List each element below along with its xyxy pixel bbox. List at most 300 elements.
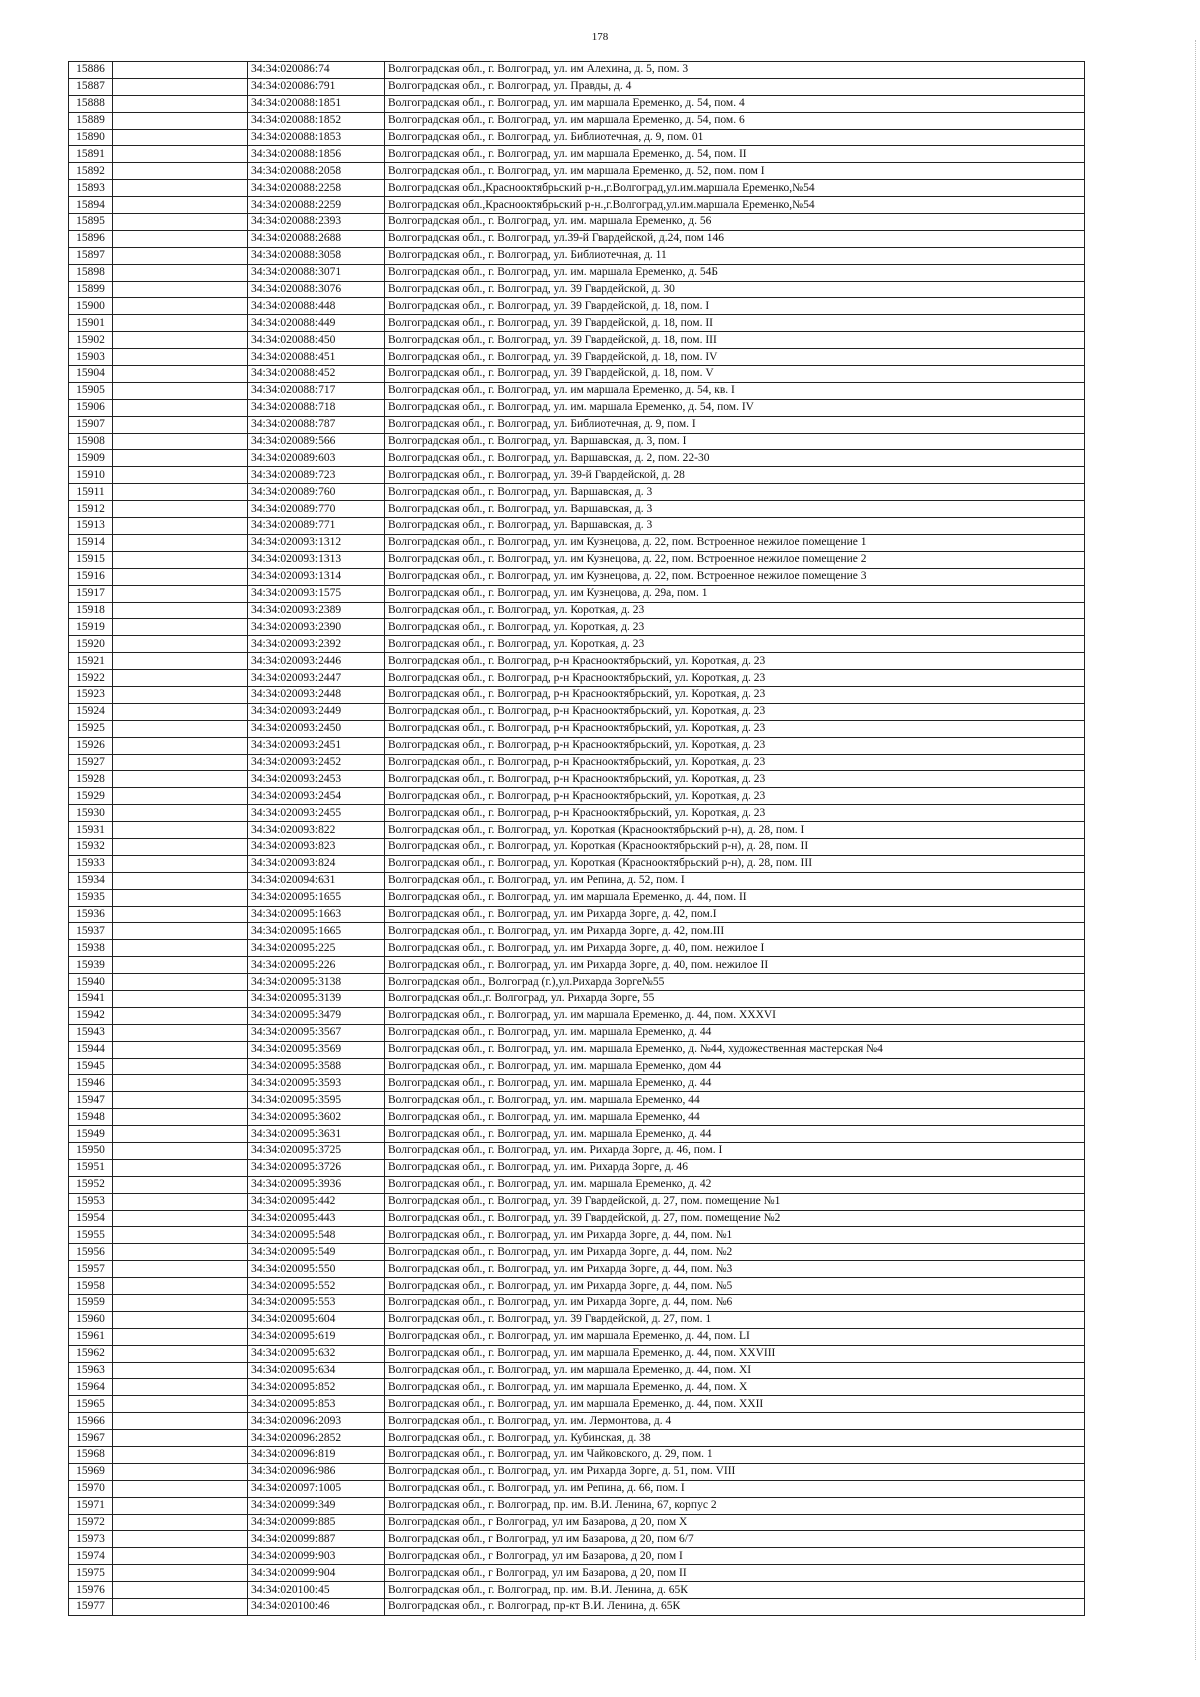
table-row (69, 788, 1085, 805)
table-row (69, 1159, 1085, 1176)
address: Волгоградская обл., г. Волгоград, ул. Короткая (Краснооктябрьский р-н), д. 28, пом. II (385, 838, 1085, 855)
address: Волгоградская обл., г. Волгоград, ул. Короткая (Краснооктябрьский р-н), д. 28, пом. I (385, 822, 1085, 839)
empty-cell (113, 1261, 248, 1278)
address: Волгоградская обл., г. Волгоград, р-н Краснооктябрьский, ул. Короткая, д. 23 (385, 788, 1085, 805)
row-number: 15902 (69, 332, 113, 349)
table-row (69, 1244, 1085, 1261)
table-row (69, 889, 1085, 906)
address: Волгоградская обл., г. Волгоград, ул. им Рихарда Зорге, д. 44, пом. №1 (385, 1227, 1085, 1244)
row-number: 15918 (69, 602, 113, 619)
empty-cell (113, 1143, 248, 1160)
row-number: 15899 (69, 281, 113, 298)
row-number: 15930 (69, 805, 113, 822)
table-row (69, 1413, 1085, 1430)
cadastral-number: 34:34:020088:451 (248, 349, 385, 366)
table-row (69, 399, 1085, 416)
table-row (69, 230, 1085, 247)
address: Волгоградская обл., г. Волгоград, ул. им Рихарда Зорге, д. 44, пом. №5 (385, 1278, 1085, 1295)
row-number: 15923 (69, 686, 113, 703)
empty-cell (113, 518, 248, 535)
table-row (69, 1582, 1085, 1599)
row-number: 15917 (69, 585, 113, 602)
cadastral-number: 34:34:020095:634 (248, 1362, 385, 1379)
table-row (69, 315, 1085, 332)
address: Волгоградская обл., г. Волгоград, ул. им. маршала Еременко, дом 44 (385, 1058, 1085, 1075)
address: Волгоградская обл., г. Волгоград, ул.39-й Гвардейской, д.24, пом 146 (385, 230, 1085, 247)
table-row (69, 1193, 1085, 1210)
empty-cell (113, 872, 248, 889)
empty-cell (113, 990, 248, 1007)
row-number: 15950 (69, 1143, 113, 1160)
table-row (69, 737, 1085, 754)
empty-cell (113, 163, 248, 180)
row-number: 15960 (69, 1311, 113, 1328)
table-row (69, 1075, 1085, 1092)
table-row (69, 1548, 1085, 1565)
cadastral-number: 34:34:020089:771 (248, 518, 385, 535)
address: Волгоградская обл., г. Волгоград, ул. им. маршала Еременко, д. 44 (385, 1126, 1085, 1143)
row-number: 15948 (69, 1109, 113, 1126)
address: Волгоградская обл., г. Волгоград, ул. им. маршала Еременко, д. 42 (385, 1176, 1085, 1193)
empty-cell (113, 197, 248, 214)
empty-cell (113, 1092, 248, 1109)
address: Волгоградская обл., г. Волгоград, ул. им. маршала Еременко, 44 (385, 1109, 1085, 1126)
address: Волгоградская обл., г. Волгоград, ул. Короткая, д. 23 (385, 636, 1085, 653)
table-row (69, 771, 1085, 788)
address: Волгоградская обл., г. Волгоград, ул. 39 Гвардейской, д. 27, пом. помещение №2 (385, 1210, 1085, 1227)
address: Волгоградская обл., г. Волгоград, пр. им. В.И. Ленина, 67, корпус 2 (385, 1497, 1085, 1514)
row-number: 15916 (69, 568, 113, 585)
row-number: 15966 (69, 1413, 113, 1430)
cadastral-number: 34:34:020095:550 (248, 1261, 385, 1278)
table-row (69, 366, 1085, 383)
cadastral-number: 34:34:020093:2447 (248, 670, 385, 687)
registry-table (68, 61, 1085, 1616)
table-row (69, 112, 1085, 129)
cadastral-number: 34:34:020095:852 (248, 1379, 385, 1396)
row-number: 15935 (69, 889, 113, 906)
table-row (69, 1007, 1085, 1024)
empty-cell (113, 1531, 248, 1548)
cadastral-number: 34:34:020088:2688 (248, 230, 385, 247)
empty-cell (113, 62, 248, 79)
cadastral-number: 34:34:020088:1852 (248, 112, 385, 129)
row-number: 15941 (69, 990, 113, 1007)
row-number: 15897 (69, 247, 113, 264)
empty-cell (113, 433, 248, 450)
cadastral-number: 34:34:020095:3138 (248, 974, 385, 991)
row-number: 15900 (69, 298, 113, 315)
row-number: 15964 (69, 1379, 113, 1396)
table-row (69, 1565, 1085, 1582)
address: Волгоградская обл., Волгоград (г.),ул.Рихарда Зорге№55 (385, 974, 1085, 991)
table-row (69, 1176, 1085, 1193)
address: Волгоградская обл.,Краснооктябрьский р-н.,г.Волгоград,ул.им.маршала Еременко,№54 (385, 197, 1085, 214)
cadastral-number: 34:34:020093:1314 (248, 568, 385, 585)
address: Волгоградская обл., г. Волгоград, ул. Короткая, д. 23 (385, 602, 1085, 619)
row-number: 15895 (69, 214, 113, 231)
empty-cell (113, 146, 248, 163)
cadastral-number: 34:34:020095:3725 (248, 1143, 385, 1160)
table-row (69, 568, 1085, 585)
address: Волгоградская обл., г Волгоград, ул им Базарова, д 20, пом II (385, 1565, 1085, 1582)
table-row (69, 974, 1085, 991)
table-row (69, 349, 1085, 366)
cadastral-number: 34:34:020099:885 (248, 1514, 385, 1531)
row-number: 15940 (69, 974, 113, 991)
table-row (69, 619, 1085, 636)
table-row (69, 855, 1085, 872)
row-number: 15894 (69, 197, 113, 214)
table-row (69, 146, 1085, 163)
table-row (69, 838, 1085, 855)
cadastral-number: 34:34:020089:770 (248, 501, 385, 518)
empty-cell (113, 349, 248, 366)
row-number: 15911 (69, 484, 113, 501)
table-row (69, 95, 1085, 112)
address: Волгоградская обл., г Волгоград, ул им Базарова, д 20, пом X (385, 1514, 1085, 1531)
table-row (69, 1295, 1085, 1312)
row-number: 15893 (69, 180, 113, 197)
empty-cell (113, 1379, 248, 1396)
row-number: 15919 (69, 619, 113, 636)
row-number: 15887 (69, 78, 113, 95)
address: Волгоградская обл., г. Волгоград, ул. им маршала Еременко, д. 44, пом. XXII (385, 1396, 1085, 1413)
table-row (69, 197, 1085, 214)
cadastral-number: 34:34:020088:1853 (248, 129, 385, 146)
empty-cell (113, 281, 248, 298)
cadastral-number: 34:34:020088:2259 (248, 197, 385, 214)
empty-cell (113, 467, 248, 484)
address: Волгоградская обл., г. Волгоград, р-н Краснооктябрьский, ул. Короткая, д. 23 (385, 703, 1085, 720)
cadastral-number: 34:34:020089:603 (248, 450, 385, 467)
row-number: 15951 (69, 1159, 113, 1176)
row-number: 15924 (69, 703, 113, 720)
cadastral-number: 34:34:020093:822 (248, 822, 385, 839)
cadastral-number: 34:34:020095:3479 (248, 1007, 385, 1024)
table-row (69, 1278, 1085, 1295)
address: Волгоградская обл., г. Волгоград, ул. им. маршала Еременко, д. 54Б (385, 264, 1085, 281)
row-number: 15903 (69, 349, 113, 366)
address: Волгоградская обл., г. Волгоград, ул. им. маршала Еременко, д. 44 (385, 1075, 1085, 1092)
cadastral-number: 34:34:020095:552 (248, 1278, 385, 1295)
row-number: 15954 (69, 1210, 113, 1227)
cadastral-number: 34:34:020095:604 (248, 1311, 385, 1328)
address: Волгоградская обл., г. Волгоград, ул. им маршала Еременко, д. 54, пом. II (385, 146, 1085, 163)
cadastral-number: 34:34:020100:45 (248, 1582, 385, 1599)
cadastral-number: 34:34:020095:3139 (248, 990, 385, 1007)
cadastral-number: 34:34:020089:566 (248, 433, 385, 450)
address: Волгоградская обл., г. Волгоград, р-н Краснооктябрьский, ул. Короткая, д. 23 (385, 670, 1085, 687)
row-number: 15910 (69, 467, 113, 484)
row-number: 15937 (69, 923, 113, 940)
row-number: 15947 (69, 1092, 113, 1109)
row-number: 15968 (69, 1447, 113, 1464)
row-number: 15931 (69, 822, 113, 839)
row-number: 15888 (69, 95, 113, 112)
table-row (69, 534, 1085, 551)
table-row (69, 1058, 1085, 1075)
table-row (69, 1041, 1085, 1058)
cadastral-number: 34:34:020088:3058 (248, 247, 385, 264)
table-row (69, 602, 1085, 619)
table-row (69, 636, 1085, 653)
address: Волгоградская обл., г. Волгоград, ул. Библиотечная, д. 9, пом. 01 (385, 129, 1085, 146)
cadastral-number: 34:34:020095:3588 (248, 1058, 385, 1075)
row-number: 15909 (69, 450, 113, 467)
row-number: 15920 (69, 636, 113, 653)
cadastral-number: 34:34:020088:2258 (248, 180, 385, 197)
empty-cell (113, 1599, 248, 1616)
row-number: 15915 (69, 551, 113, 568)
row-number: 15890 (69, 129, 113, 146)
row-number: 15936 (69, 906, 113, 923)
table-row (69, 906, 1085, 923)
empty-cell (113, 686, 248, 703)
row-number: 15898 (69, 264, 113, 281)
cadastral-number: 34:34:020095:553 (248, 1295, 385, 1312)
table-row (69, 1531, 1085, 1548)
cadastral-number: 34:34:020093:2452 (248, 754, 385, 771)
row-number: 15949 (69, 1126, 113, 1143)
empty-cell (113, 585, 248, 602)
table-row (69, 720, 1085, 737)
row-number: 15962 (69, 1345, 113, 1362)
address: Волгоградская обл., г. Волгоград, р-н Краснооктябрьский, ул. Короткая, д. 23 (385, 805, 1085, 822)
empty-cell (113, 366, 248, 383)
address: Волгоградская обл., г. Волгоград, ул. им. Рихарда Зорге, д. 46 (385, 1159, 1085, 1176)
table-row (69, 1126, 1085, 1143)
empty-cell (113, 619, 248, 636)
address: Волгоградская обл., г. Волгоград, ул. 39 Гвардейской, д. 18, пом. I (385, 298, 1085, 315)
row-number: 15977 (69, 1599, 113, 1616)
table-row (69, 990, 1085, 1007)
table-row (69, 670, 1085, 687)
address: Волгоградская обл., г. Волгоград, ул. Варшавская, д. 2, пом. 22-30 (385, 450, 1085, 467)
address: Волгоградская обл., г. Волгоград, ул. Правды, д. 4 (385, 78, 1085, 95)
cadastral-number: 34:34:020093:2450 (248, 720, 385, 737)
address: Волгоградская обл., г. Волгоград, ул. им Алехина, д. 5, пом. 3 (385, 62, 1085, 79)
address: Волгоградская обл., г. Волгоград, ул. им маршала Еременко, д. 54, пом. 4 (385, 95, 1085, 112)
address: Волгоградская обл., г. Волгоград, ул. им. маршала Еременко, д. 54, пом. IV (385, 399, 1085, 416)
table-row (69, 1497, 1085, 1514)
address: Волгоградская обл., г. Волгоград, р-н Краснооктябрьский, ул. Короткая, д. 23 (385, 737, 1085, 754)
address: Волгоградская обл., г. Волгоград, ул. им. Рихарда Зорге, д. 46, пом. I (385, 1143, 1085, 1160)
address: Волгоградская обл.,г. Волгоград, ул. Рихарда Зорге, 55 (385, 990, 1085, 1007)
empty-cell (113, 95, 248, 112)
empty-cell (113, 1024, 248, 1041)
table-row (69, 1143, 1085, 1160)
table-row (69, 940, 1085, 957)
address: Волгоградская обл., г. Волгоград, ул. им Рихарда Зорге, д. 42, пом.III (385, 923, 1085, 940)
cadastral-number: 34:34:020088:3076 (248, 281, 385, 298)
table-row (69, 1109, 1085, 1126)
table-row (69, 298, 1085, 315)
row-number: 15961 (69, 1328, 113, 1345)
row-number: 15912 (69, 501, 113, 518)
address: Волгоградская обл., г. Волгоград, р-н Краснооктябрьский, ул. Короткая, д. 23 (385, 720, 1085, 737)
address: Волгоградская обл., г. Волгоград, ул. им Рихарда Зорге, д. 44, пом. №3 (385, 1261, 1085, 1278)
cadastral-number: 34:34:020099:887 (248, 1531, 385, 1548)
address: Волгоградская обл., г. Волгоград, пр. им. В.И. Ленина, д. 65К (385, 1582, 1085, 1599)
address: Волгоградская обл., г. Волгоград, ул. Варшавская, д. 3 (385, 484, 1085, 501)
cadastral-number: 34:34:020088:718 (248, 399, 385, 416)
cadastral-number: 34:34:020099:903 (248, 1548, 385, 1565)
empty-cell (113, 1278, 248, 1295)
address: Волгоградская обл., г. Волгоград, ул. им Рихарда Зорге, д. 44, пом. №6 (385, 1295, 1085, 1312)
cadastral-number: 34:34:020088:1851 (248, 95, 385, 112)
cadastral-number: 34:34:020095:853 (248, 1396, 385, 1413)
empty-cell (113, 822, 248, 839)
row-number: 15967 (69, 1430, 113, 1447)
address: Волгоградская обл., г. Волгоград, ул. им. маршала Еременко, д. №44, художественная мастерская №4 (385, 1041, 1085, 1058)
address: Волгоградская обл., г. Волгоград, ул. Кубинская, д. 38 (385, 1430, 1085, 1447)
row-number: 15928 (69, 771, 113, 788)
empty-cell (113, 1430, 248, 1447)
table-row (69, 467, 1085, 484)
row-number: 15905 (69, 382, 113, 399)
table-row (69, 1227, 1085, 1244)
empty-cell (113, 1328, 248, 1345)
empty-cell (113, 940, 248, 957)
empty-cell (113, 1193, 248, 1210)
empty-cell (113, 1514, 248, 1531)
address: Волгоградская обл.,Краснооктябрьский р-н.,г.Волгоград,ул.им.маршала Еременко,№54 (385, 180, 1085, 197)
row-number: 15942 (69, 1007, 113, 1024)
cadastral-number: 34:34:020095:549 (248, 1244, 385, 1261)
registry-body (69, 62, 1085, 1616)
empty-cell (113, 1109, 248, 1126)
address: Волгоградская обл., г. Волгоград, ул. им Репина, д. 52, пом. I (385, 872, 1085, 889)
table-row (69, 62, 1085, 79)
empty-cell (113, 315, 248, 332)
cadastral-number: 34:34:020094:631 (248, 872, 385, 889)
cadastral-number: 34:34:020095:1655 (248, 889, 385, 906)
empty-cell (113, 1447, 248, 1464)
address: Волгоградская обл., г. Волгоград, р-н Краснооктябрьский, ул. Короткая, д. 23 (385, 653, 1085, 670)
address: Волгоградская обл., г. Волгоград, ул. Варшавская, д. 3 (385, 518, 1085, 535)
empty-cell (113, 1058, 248, 1075)
row-number: 15944 (69, 1041, 113, 1058)
address: Волгоградская обл., г. Волгоград, р-н Краснооктябрьский, ул. Короткая, д. 23 (385, 686, 1085, 703)
empty-cell (113, 923, 248, 940)
table-row (69, 214, 1085, 231)
cadastral-number: 34:34:020095:3595 (248, 1092, 385, 1109)
row-number: 15975 (69, 1565, 113, 1582)
cadastral-number: 34:34:020088:717 (248, 382, 385, 399)
address: Волгоградская обл., г. Волгоград, ул. 39 Гвардейской, д. 18, пом. II (385, 315, 1085, 332)
address: Волгоградская обл., г. Волгоград, ул. им маршала Еременко, д. 52, пом. пом I (385, 163, 1085, 180)
address: Волгоградская обл., г. Волгоград, ул. им Чайковского, д. 29, пом. 1 (385, 1447, 1085, 1464)
cadastral-number: 34:34:020095:1665 (248, 923, 385, 940)
table-row (69, 703, 1085, 720)
address: Волгоградская обл., г. Волгоград, ул. им Кузнецова, д. 29а, пом. 1 (385, 585, 1085, 602)
address: Волгоградская обл., г. Волгоград, ул. им Кузнецова, д. 22, пом. Встроенное нежилое помещение 3 (385, 568, 1085, 585)
cadastral-number: 34:34:020088:3071 (248, 264, 385, 281)
table-row (69, 686, 1085, 703)
address: Волгоградская обл., г. Волгоград, ул. им маршала Еременко, д. 44, пом. II (385, 889, 1085, 906)
cadastral-number: 34:34:020088:787 (248, 416, 385, 433)
row-number: 15922 (69, 670, 113, 687)
cadastral-number: 34:34:020096:2852 (248, 1430, 385, 1447)
row-number: 15955 (69, 1227, 113, 1244)
address: Волгоградская обл., г. Волгоград, ул. им. маршала Еременко, д. 44 (385, 1024, 1085, 1041)
empty-cell (113, 957, 248, 974)
row-number: 15908 (69, 433, 113, 450)
address: Волгоградская обл., г. Волгоград, р-н Краснооктябрьский, ул. Короткая, д. 23 (385, 754, 1085, 771)
cadastral-number: 34:34:020095:1663 (248, 906, 385, 923)
cadastral-number: 34:34:020095:226 (248, 957, 385, 974)
empty-cell (113, 636, 248, 653)
table-row (69, 78, 1085, 95)
cadastral-number: 34:34:020095:442 (248, 1193, 385, 1210)
cadastral-number: 34:34:020095:3602 (248, 1109, 385, 1126)
address: Волгоградская обл., г Волгоград, ул им Базарова, д 20, пом 6/7 (385, 1531, 1085, 1548)
scan-edge-mark (1194, 40, 1196, 1660)
address: Волгоградская обл., г. Волгоград, ул. им Кузнецова, д. 22, пом. Встроенное нежилое помещение 2 (385, 551, 1085, 568)
address: Волгоградская обл., г. Волгоград, ул. Библиотечная, д. 9, пом. I (385, 416, 1085, 433)
cadastral-number: 34:34:020093:2446 (248, 653, 385, 670)
empty-cell (113, 484, 248, 501)
address: Волгоградская обл., г. Волгоград, ул. им маршала Еременко, д. 44, пом. LI (385, 1328, 1085, 1345)
row-number: 15963 (69, 1362, 113, 1379)
empty-cell (113, 382, 248, 399)
table-row (69, 1362, 1085, 1379)
row-number: 15892 (69, 163, 113, 180)
cadastral-number: 34:34:020095:548 (248, 1227, 385, 1244)
row-number: 15939 (69, 957, 113, 974)
empty-cell (113, 1041, 248, 1058)
empty-cell (113, 568, 248, 585)
table-row (69, 754, 1085, 771)
empty-cell (113, 1311, 248, 1328)
address: Волгоградская обл., г. Волгоград, ул. 39 Гвардейской, д. 18, пом. IV (385, 349, 1085, 366)
address: Волгоградская обл., г. Волгоград, ул. 39 Гвардейской, д. 18, пом. V (385, 366, 1085, 383)
table-row (69, 129, 1085, 146)
table-row (69, 416, 1085, 433)
cadastral-number: 34:34:020093:2455 (248, 805, 385, 822)
row-number: 15969 (69, 1463, 113, 1480)
table-row (69, 433, 1085, 450)
address: Волгоградская обл., г. Волгоград, ул. им маршала Еременко, д. 54, кв. I (385, 382, 1085, 399)
cadastral-number: 34:34:020089:760 (248, 484, 385, 501)
empty-cell (113, 1463, 248, 1480)
empty-cell (113, 1362, 248, 1379)
row-number: 15965 (69, 1396, 113, 1413)
cadastral-number: 34:34:020095:225 (248, 940, 385, 957)
table-row (69, 1092, 1085, 1109)
row-number: 15943 (69, 1024, 113, 1041)
cadastral-number: 34:34:020096:986 (248, 1463, 385, 1480)
empty-cell (113, 855, 248, 872)
row-number: 15904 (69, 366, 113, 383)
address: Волгоградская обл., г. Волгоград, ул. им Рихарда Зорге, д. 40, пом. нежилое I (385, 940, 1085, 957)
cadastral-number: 34:34:020095:443 (248, 1210, 385, 1227)
row-number: 15934 (69, 872, 113, 889)
empty-cell (113, 703, 248, 720)
table-row (69, 1599, 1085, 1616)
row-number: 15971 (69, 1497, 113, 1514)
address: Волгоградская обл., г. Волгоград, ул. им. маршала Еременко, 44 (385, 1092, 1085, 1109)
table-row (69, 518, 1085, 535)
empty-cell (113, 720, 248, 737)
table-row (69, 163, 1085, 180)
cadastral-number: 34:34:020097:1005 (248, 1480, 385, 1497)
row-number: 15933 (69, 855, 113, 872)
empty-cell (113, 788, 248, 805)
row-number: 15906 (69, 399, 113, 416)
table-row (69, 1311, 1085, 1328)
